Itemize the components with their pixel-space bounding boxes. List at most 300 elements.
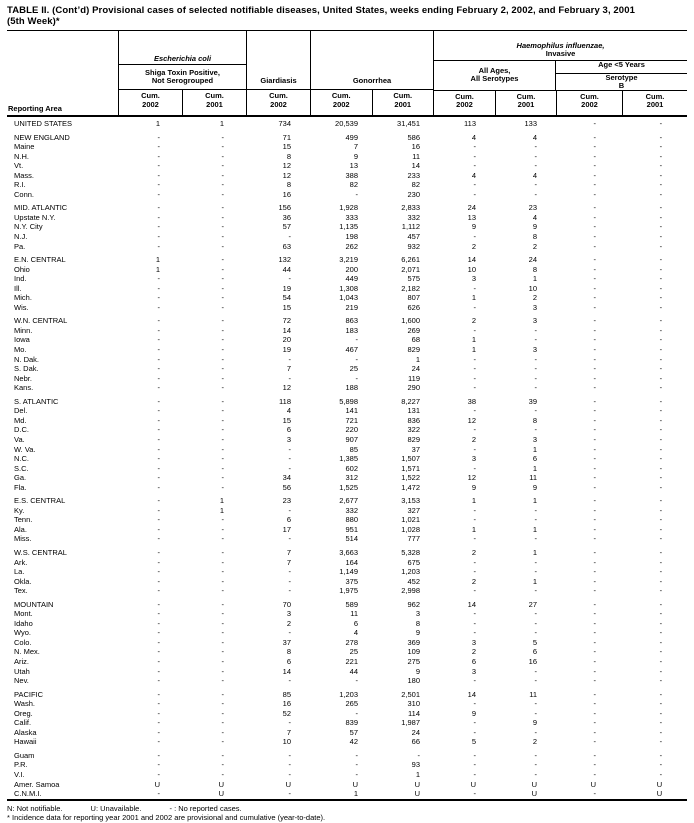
value-cell: 8 [286, 647, 291, 657]
value-cell: 11 [350, 609, 358, 619]
value-cell: 44 [282, 264, 291, 274]
value-cell: - [473, 586, 476, 596]
value-cell: - [157, 750, 160, 760]
giardiasis-column-group [246, 31, 310, 115]
value-cell: - [288, 274, 291, 284]
value-cell: 2,182 [401, 283, 420, 293]
value-cell: - [288, 373, 291, 383]
value-cell: - [593, 656, 596, 666]
value-cell: 37 [411, 444, 420, 454]
gonorrhea-group-title: Gonorrhea [311, 77, 433, 90]
value-cell: 19 [282, 345, 291, 355]
value-cell: 327 [407, 505, 420, 515]
value-cell: - [473, 151, 476, 161]
value-cell: - [659, 142, 663, 152]
value-cell: - [157, 241, 160, 251]
value-cell: 1 [532, 274, 537, 284]
value-cell: U [154, 779, 160, 789]
value-cell: - [473, 142, 476, 152]
value-cell: - [157, 628, 160, 638]
giardiasis-cum-row [247, 90, 310, 115]
value-cell: - [659, 151, 663, 161]
reporting-area-cell: Tex. [14, 586, 28, 596]
value-cell: - [157, 567, 160, 577]
value-cell: 230 [407, 189, 420, 199]
value-cell: 6 [532, 454, 537, 464]
value-cell: - [157, 283, 160, 293]
value-cell: - [659, 689, 663, 699]
value-cell: - [473, 354, 476, 364]
value-cell: - [355, 760, 358, 770]
value-cell: 2 [532, 293, 537, 303]
value-cell: - [157, 647, 160, 657]
value-cell: - [355, 676, 358, 686]
reporting-area-cell: Wis. [14, 302, 29, 312]
value-cell: - [221, 576, 224, 586]
value-cell: 467 [345, 345, 358, 355]
value-cell: 1,987 [401, 718, 420, 728]
value-cell: 1,385 [339, 454, 358, 464]
value-cell: 2 [286, 618, 291, 628]
value-cell: 1 [532, 547, 537, 557]
value-cell: 82 [349, 180, 358, 190]
value-cell: 1,203 [339, 689, 358, 699]
value-cell: - [157, 434, 160, 444]
value-cell: - [593, 454, 596, 464]
value-cell: 85 [282, 689, 291, 699]
value-cell: - [659, 373, 663, 383]
value-cell: 829 [407, 345, 420, 355]
value-cell: - [659, 293, 663, 303]
value-cell: 3 [471, 637, 476, 647]
value-cell: - [157, 505, 160, 515]
value-cell: 1,928 [339, 203, 358, 213]
reporting-area-cell: Ala. [14, 524, 27, 534]
value-cell: - [157, 718, 160, 728]
value-cell: 962 [407, 599, 420, 609]
value-cell: 332 [407, 212, 420, 222]
value-cell: - [473, 515, 476, 525]
value-cell: - [288, 534, 291, 544]
value-cell: - [221, 727, 224, 737]
value-cell: - [659, 241, 663, 251]
value-cell: - [534, 189, 537, 199]
value-cell: - [593, 699, 596, 709]
haemophilus-title-line1: Haemophilus influenzae, [516, 40, 605, 50]
value-cell: - [593, 264, 596, 274]
value-cell: - [157, 396, 160, 406]
table-row [7, 496, 687, 506]
value-cell: 54 [282, 293, 291, 303]
value-cell: U [656, 779, 663, 789]
value-cell: - [593, 505, 596, 515]
value-cell: - [593, 515, 596, 525]
ecoli-column-group [118, 31, 246, 115]
value-cell: - [659, 335, 663, 345]
value-cell: - [157, 170, 160, 180]
value-cell: 2,071 [401, 264, 420, 274]
value-cell: - [659, 750, 663, 760]
value-cell: - [473, 325, 476, 335]
gonorrhea-cum-2002-header: Cum. 2002 [331, 91, 351, 109]
value-cell: 66 [411, 737, 420, 747]
value-cell: - [534, 180, 537, 190]
value-cell: 3 [415, 609, 420, 619]
value-cell: 4 [532, 132, 537, 142]
value-cell: - [593, 425, 596, 435]
reporting-area-cell: Mich. [14, 293, 32, 303]
value-cell: - [659, 534, 663, 544]
value-cell: - [355, 770, 358, 779]
value-cell: - [157, 609, 160, 619]
value-cell: - [659, 274, 663, 284]
value-cell: 3,153 [401, 496, 420, 506]
value-cell: - [157, 345, 160, 355]
value-cell: - [534, 364, 537, 374]
value-cell: 132 [278, 255, 291, 265]
value-cell: - [534, 425, 537, 435]
haemophilus-group-title [434, 31, 687, 61]
ecoli-group-subtitle [119, 65, 246, 90]
reporting-area-cell: Ind. [14, 274, 27, 284]
value-cell: 777 [407, 534, 420, 544]
reporting-area-cell: Hawaii [14, 737, 37, 747]
table-row [7, 274, 687, 284]
value-cell: 31,451 [397, 119, 420, 128]
value-cell: 322 [407, 425, 420, 435]
value-cell: - [534, 325, 537, 335]
value-cell: - [288, 505, 291, 515]
value-cell: - [157, 454, 160, 464]
value-cell: - [221, 189, 224, 199]
value-cell: 133 [524, 119, 537, 128]
value-cell: 6,261 [401, 255, 420, 265]
table-row [7, 473, 687, 483]
table-row [7, 222, 687, 232]
value-cell: 24 [411, 727, 420, 737]
value-cell: 1,043 [339, 293, 358, 303]
value-cell: 5 [532, 637, 537, 647]
value-cell: - [221, 454, 224, 464]
value-cell: - [157, 132, 160, 142]
value-cell: 836 [407, 415, 420, 425]
value-cell: - [659, 770, 663, 779]
table-row [7, 180, 687, 190]
value-cell: 8 [286, 151, 291, 161]
value-cell: - [659, 325, 663, 335]
value-cell: - [221, 770, 224, 779]
value-cell: - [473, 609, 476, 619]
value-cell: 269 [407, 325, 420, 335]
value-cell: 164 [345, 557, 358, 567]
value-cell: 880 [345, 515, 358, 525]
value-cell: 2 [471, 241, 476, 251]
value-cell: - [659, 406, 663, 416]
value-cell: 6 [471, 656, 476, 666]
value-cell: - [355, 354, 358, 364]
value-cell: - [157, 161, 160, 171]
value-cell: - [659, 576, 663, 586]
value-cell: 12 [282, 383, 291, 393]
value-cell: - [659, 119, 663, 128]
value-cell: 8 [532, 415, 537, 425]
value-cell: - [534, 373, 537, 383]
all-ages-subgroup-title [434, 61, 555, 91]
value-cell: 2 [471, 434, 476, 444]
value-cell: 907 [345, 434, 358, 444]
value-cell: - [473, 628, 476, 638]
value-cell: - [593, 222, 596, 232]
value-cell: - [221, 170, 224, 180]
value-cell: 68 [411, 335, 420, 345]
reporting-area-cell: S. ATLANTIC [14, 396, 59, 406]
value-cell: - [221, 609, 224, 619]
value-cell: - [659, 264, 663, 274]
table-row [7, 242, 687, 252]
value-cell: - [593, 586, 596, 596]
value-cell: - [659, 232, 663, 242]
value-cell: - [221, 180, 224, 190]
value-cell: 1 [471, 293, 476, 303]
value-cell: - [593, 293, 596, 303]
table-row [7, 506, 687, 516]
value-cell: - [534, 515, 537, 525]
value-cell: - [593, 283, 596, 293]
value-cell: - [221, 534, 224, 544]
footnotes [7, 804, 687, 823]
value-cell: 1,149 [339, 567, 358, 577]
value-cell: - [534, 750, 537, 760]
value-cell: U [414, 789, 420, 799]
value-cell: - [534, 567, 537, 577]
value-cell: - [593, 547, 596, 557]
reporting-area-cell: MID. ATLANTIC [14, 203, 68, 213]
value-cell: - [593, 637, 596, 647]
reporting-area-cell: Tenn. [14, 515, 33, 525]
value-cell: - [288, 760, 291, 770]
value-cell: 39 [528, 396, 537, 406]
table-header [7, 30, 687, 117]
value-cell: - [157, 770, 160, 779]
value-cell: - [593, 689, 596, 699]
value-cell: - [157, 293, 160, 303]
value-cell: 14 [282, 325, 291, 335]
value-cell: - [221, 463, 224, 473]
value-cell: - [157, 599, 160, 609]
value-cell: - [288, 586, 291, 596]
value-cell: 24 [528, 255, 537, 265]
reporting-area-cell: C.N.M.I. [14, 789, 42, 799]
value-cell: 12 [467, 415, 476, 425]
value-cell: - [221, 415, 224, 425]
value-cell: 11 [412, 151, 420, 161]
value-cell: 333 [345, 212, 358, 222]
value-cell: 9 [471, 222, 476, 232]
value-cell: - [659, 547, 663, 557]
gonorrhea-column-group [310, 31, 433, 115]
value-cell: - [157, 576, 160, 586]
table-row [7, 406, 687, 416]
value-cell: - [593, 345, 596, 355]
value-cell: - [221, 345, 224, 355]
value-cell: U [470, 779, 476, 789]
table-row [7, 435, 687, 445]
reporting-area-cell: W.N. CENTRAL [14, 316, 68, 326]
value-cell: - [534, 760, 537, 770]
value-cell: 3,219 [339, 255, 358, 265]
value-cell: 1,472 [401, 482, 420, 492]
reporting-area-cell: Mass. [14, 170, 35, 180]
giardiasis-cum-2002-header: Cum. 2002 [269, 91, 288, 109]
reporting-area-cell: PACIFIC [14, 689, 44, 699]
value-cell: U [218, 779, 224, 789]
value-cell: 14 [411, 161, 420, 171]
value-cell: - [593, 274, 596, 284]
value-cell: 118 [279, 396, 291, 406]
value-cell: - [659, 473, 663, 483]
value-cell: - [473, 676, 476, 686]
value-cell: - [593, 396, 596, 406]
value-cell: - [659, 676, 663, 686]
value-cell: - [221, 373, 224, 383]
reporting-area-cell: Ohio [14, 264, 30, 274]
value-cell: - [157, 463, 160, 473]
value-cell: - [157, 325, 160, 335]
value-cell: 839 [345, 718, 358, 728]
table-row [7, 789, 687, 800]
value-cell: - [157, 482, 160, 492]
value-cell: 3 [532, 345, 537, 355]
table-row [7, 303, 687, 313]
value-cell: - [473, 534, 476, 544]
value-cell: 1 [415, 354, 420, 364]
value-cell: 25 [349, 364, 358, 374]
value-cell: 72 [282, 316, 291, 326]
value-cell: - [534, 335, 537, 345]
reporting-area-cell: Vt. [14, 161, 24, 171]
value-cell: - [221, 241, 224, 251]
value-cell: 3,663 [339, 547, 358, 557]
value-cell: - [221, 524, 224, 534]
value-cell: - [221, 325, 224, 335]
value-cell: 11 [529, 473, 537, 483]
value-cell: - [221, 406, 224, 416]
value-cell: 12 [282, 170, 291, 180]
table-row [7, 586, 687, 596]
value-cell: - [659, 434, 663, 444]
value-cell: 15 [282, 415, 291, 425]
value-cell: 131 [407, 406, 420, 416]
value-cell: - [473, 770, 476, 779]
table-body [7, 117, 687, 800]
reporting-area-cell: N.C. [14, 454, 29, 464]
value-cell: - [534, 406, 537, 416]
value-cell: - [659, 396, 663, 406]
table-row [7, 355, 687, 365]
value-cell: - [593, 325, 596, 335]
table-row [7, 657, 687, 667]
value-cell: 734 [278, 119, 291, 128]
table-row [7, 345, 687, 355]
value-cell: - [288, 463, 291, 473]
value-cell: 180 [407, 676, 420, 686]
value-cell: 602 [345, 463, 358, 473]
value-cell: 8 [532, 232, 537, 242]
reporting-area-cell: Fla. [14, 482, 27, 492]
value-cell: - [593, 647, 596, 657]
value-cell: 188 [345, 383, 358, 393]
table-row [7, 255, 687, 265]
value-cell: 7 [286, 557, 291, 567]
value-cell: - [288, 750, 291, 760]
value-cell: - [534, 354, 537, 364]
value-cell: 17 [282, 524, 291, 534]
value-cell: - [659, 557, 663, 567]
value-cell: 4 [532, 212, 537, 222]
serotype-line2: B [618, 80, 625, 90]
reporting-area-cell: Minn. [14, 325, 33, 335]
value-cell: - [593, 212, 596, 222]
value-cell: - [221, 255, 224, 265]
table-row [7, 133, 687, 143]
value-cell: 12 [282, 161, 291, 171]
value-cell: - [659, 425, 663, 435]
value-cell: - [221, 364, 224, 374]
value-cell: 5,898 [339, 396, 358, 406]
value-cell: 312 [345, 473, 358, 483]
value-cell: - [473, 189, 476, 199]
value-cell: - [157, 708, 160, 718]
value-cell: - [534, 676, 537, 686]
value-cell: 3 [532, 316, 537, 326]
value-cell: 1,600 [401, 316, 420, 326]
value-cell: - [593, 161, 596, 171]
value-cell: 37 [282, 637, 291, 647]
table-row [7, 383, 687, 393]
value-cell: - [659, 189, 663, 199]
value-cell: 7 [353, 142, 358, 152]
value-cell: 57 [282, 222, 291, 232]
reporting-area-cell: S. Dak. [14, 364, 39, 374]
value-cell: - [221, 689, 224, 699]
value-cell: 85 [349, 444, 358, 454]
value-cell: - [157, 373, 160, 383]
reporting-area-cell: Nev. [14, 676, 29, 686]
value-cell: - [659, 283, 663, 293]
table-row [7, 293, 687, 303]
reporting-area-cell: Kans. [14, 383, 34, 393]
value-cell: - [157, 473, 160, 483]
value-cell: - [473, 302, 476, 312]
value-cell: 675 [407, 557, 420, 567]
value-cell: - [157, 534, 160, 544]
value-cell: U [656, 789, 663, 799]
value-cell: - [534, 534, 537, 544]
value-cell: - [659, 354, 663, 364]
value-cell: 141 [345, 406, 358, 416]
value-cell: 156 [278, 203, 291, 213]
value-cell: - [221, 444, 224, 454]
value-cell: - [593, 760, 596, 770]
reporting-area-cell: Mont. [14, 609, 33, 619]
value-cell: - [221, 482, 224, 492]
value-cell: - [593, 599, 596, 609]
reporting-area-cell: Pa. [14, 241, 26, 251]
value-cell: - [221, 302, 224, 312]
reporting-area-cell: Iowa [14, 335, 30, 345]
value-cell: 626 [407, 302, 420, 312]
value-cell: - [157, 666, 160, 676]
